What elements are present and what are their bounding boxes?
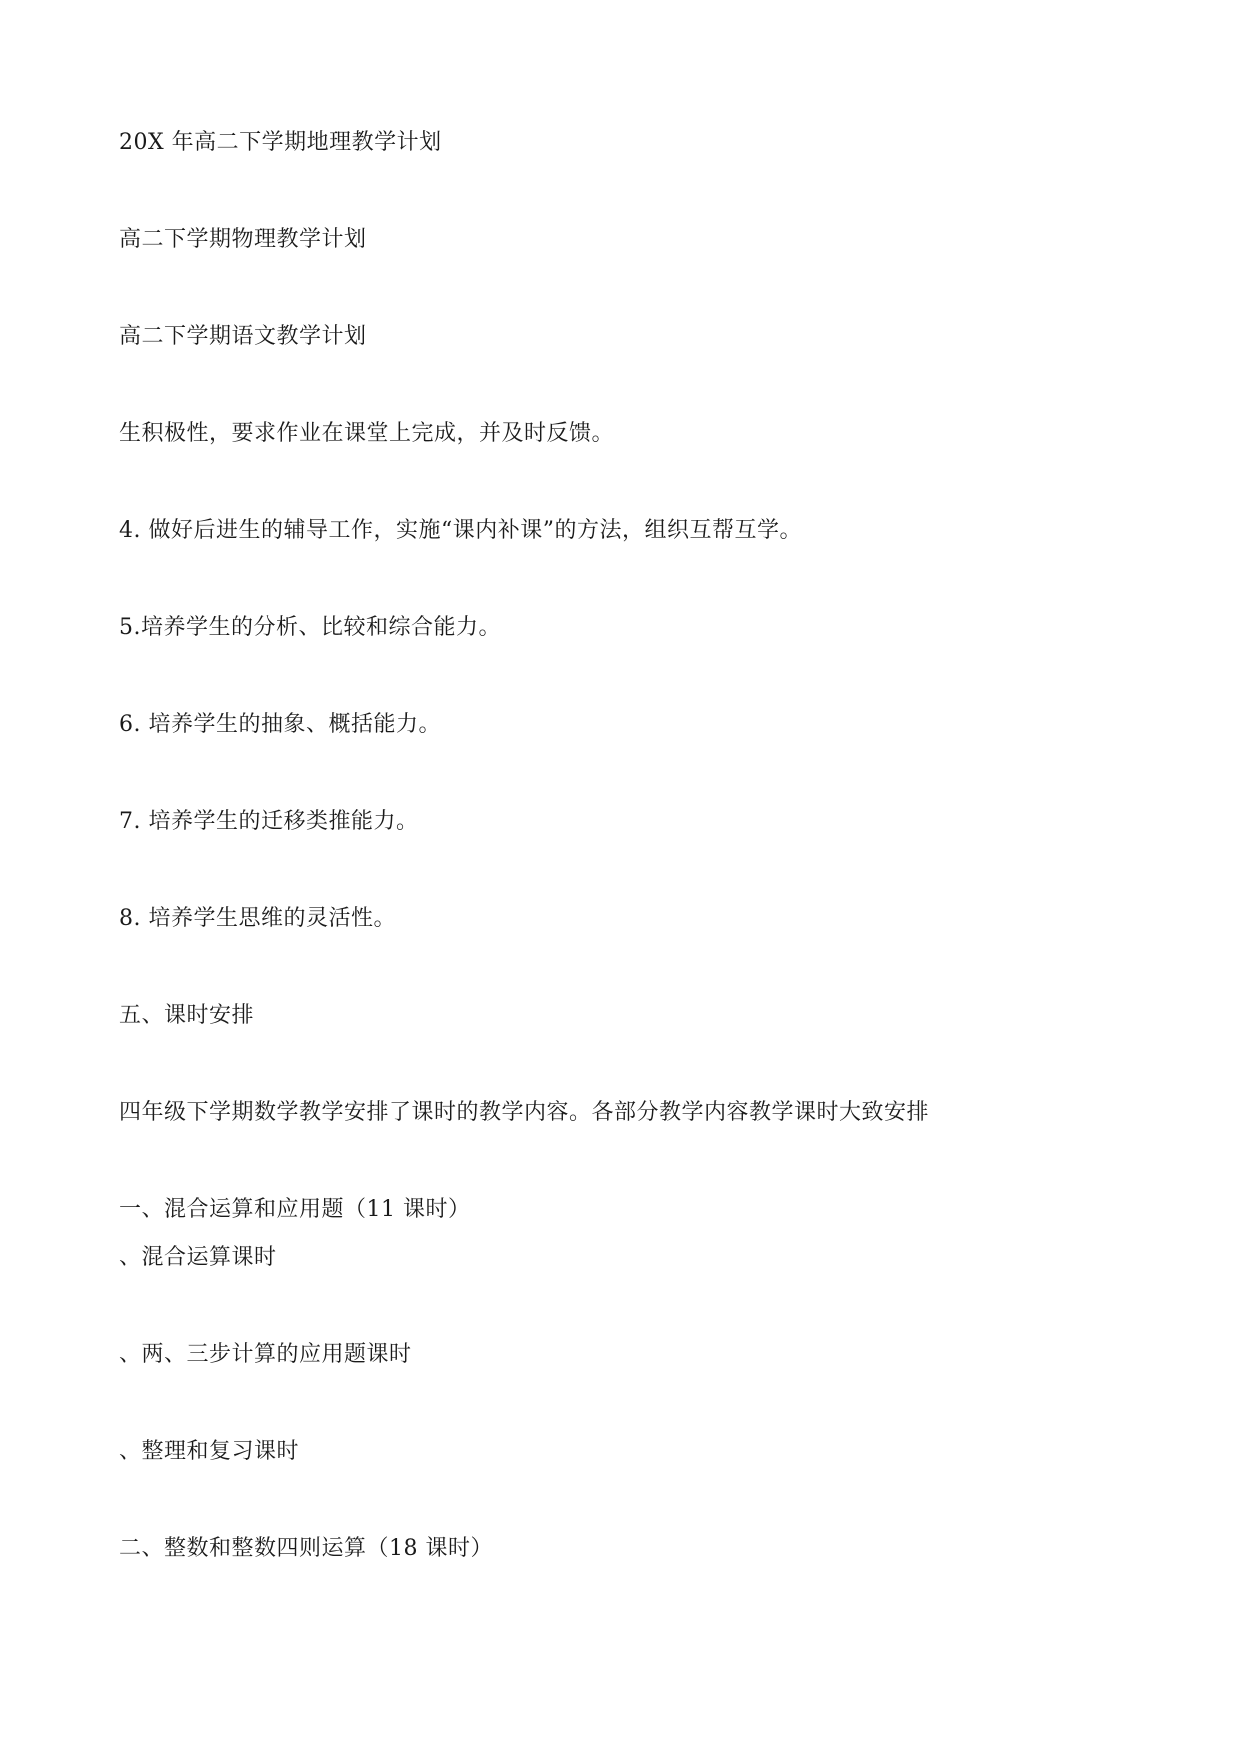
item-mixed-operations-hours: 、混合运算课时 <box>119 1245 277 1270</box>
list-item-5: 5.培养学生的分析、比较和综合能力。 <box>119 615 501 640</box>
list-item-4: 4. 做好后进生的辅导工作，实施“课内补课”的方法，组织互帮互学。 <box>119 518 802 543</box>
paragraph-homework: 生积极性，要求作业在课堂上完成，并及时反馈。 <box>119 421 615 446</box>
list-item-6: 6. 培养学生的抽象、概括能力。 <box>119 712 441 737</box>
item-review-hours: 、整理和复习课时 <box>119 1439 300 1464</box>
paragraph-schedule-intro: 四年级下学期数学教学安排了课时的教学内容。各部分教学内容教学课时大致安排 <box>119 1100 930 1125</box>
item-word-problems-hours: 、两、三步计算的应用题课时 <box>119 1342 412 1367</box>
list-item-8: 8. 培养学生思维的灵活性。 <box>119 906 396 931</box>
section-heading-schedule: 五、课时安排 <box>119 1003 255 1028</box>
subsection-mixed-operations: 一、混合运算和应用题（11 课时） <box>119 1197 471 1222</box>
subsection-integer-operations: 二、整数和整数四则运算（18 课时） <box>119 1536 493 1561</box>
heading-chinese-plan: 高二下学期语文教学计划 <box>119 324 367 349</box>
heading-physics-plan: 高二下学期物理教学计划 <box>119 227 367 252</box>
list-item-7: 7. 培养学生的迁移类推能力。 <box>119 809 419 834</box>
heading-geography-plan: 20X 年高二下学期地理教学计划 <box>119 130 442 155</box>
